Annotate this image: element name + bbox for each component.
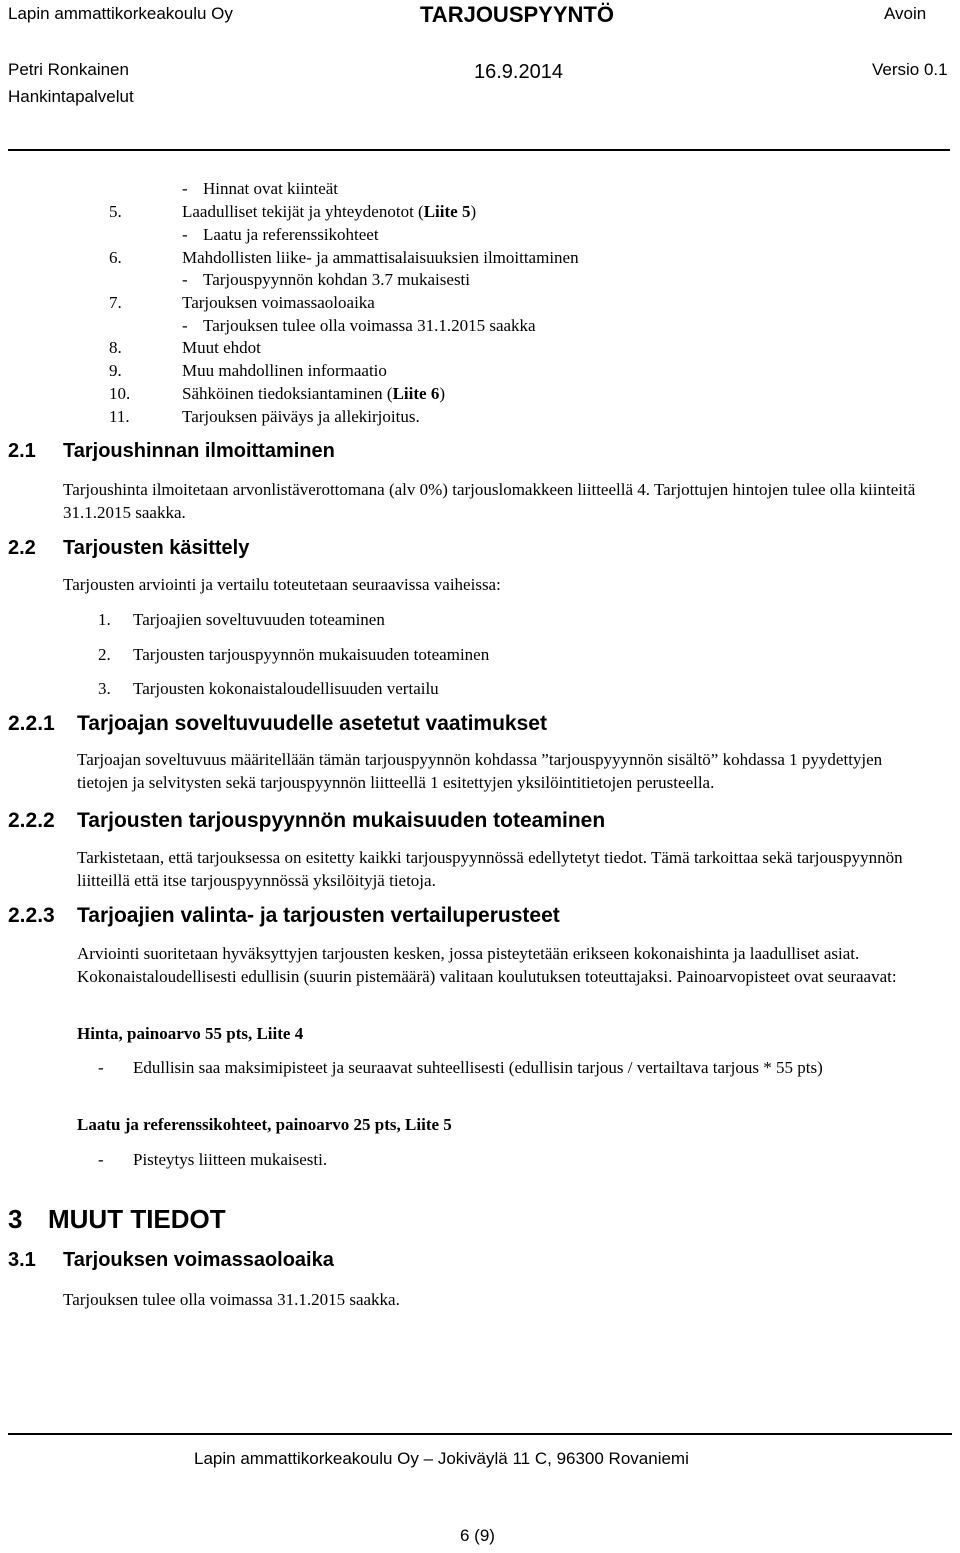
- section-body: Tarjoajan soveltuvuus määritellään tämän tarjouspyynnön kohdassa ”tarjouspyyynnön sisältö” kohdassa 1 pyydettyjen tietojen ja selvitysten sekä tarjouspyynnön liitteellä 1 esitettyjen yksilöintitietojen perusteella.: [77, 750, 883, 792]
- header-org: Lapin ammattikorkeakoulu Oy: [8, 4, 233, 23]
- list-dash: -: [182, 179, 188, 198]
- list-item: Tarjouksen voimassaoloaika: [182, 293, 375, 312]
- list-number: 6.: [109, 248, 122, 267]
- section-number: 2.2.2: [8, 809, 55, 832]
- list-item: Muu mahdollinen informaatio: [182, 361, 387, 380]
- section-number: 2.2.3: [8, 904, 55, 927]
- list-dash: -: [98, 1150, 104, 1169]
- section-body: Tarkistetaan, että tarjouksessa on esitetty kaikki tarjouspyynnössä edellytetyt tiedot. Tämä tarkoittaa sekä tarjouspyynnön liitteillä että itse tarjouspyynnössä yksilöityjä tietoja.: [77, 848, 903, 890]
- chapter-number: 3: [8, 1204, 23, 1234]
- criteria-item: Pisteytys liitteen mukaisesti.: [133, 1150, 328, 1169]
- list-dash: -: [182, 270, 188, 289]
- section-heading: Tarjoajien valinta- ja tarjousten vertailuperusteet: [77, 904, 560, 927]
- step-item: Tarjoajien soveltuvuuden toteaminen: [133, 610, 385, 629]
- section-number: 2.2: [8, 537, 36, 559]
- section-number: 2.2.1: [8, 712, 55, 735]
- section-heading: Tarjoajan soveltuvuudelle asetetut vaatimukset: [77, 712, 547, 735]
- list-number: 10.: [109, 384, 131, 403]
- chapter-heading: MUUT TIEDOT: [48, 1204, 226, 1234]
- list-number: 7.: [109, 293, 122, 312]
- list-number: 8.: [109, 338, 122, 357]
- footer-rule: [8, 1433, 952, 1435]
- document-title: TARJOUSPYYNTÖ: [420, 2, 614, 27]
- section-body: Arviointi suoritetaan hyväksyttyjen tarjousten kesken, jossa pisteytetään erikseen kokonaishinta ja laadulliset asiat. Kokonaistaloudellisesti edullisin (suurin pistemäärä) valitaan koulutuksen toteuttajaksi. Painoarvopisteet ovat seuraavat:: [77, 944, 897, 986]
- page-number: 6 (9): [460, 1526, 495, 1545]
- header-version: Versio 0.1: [872, 60, 948, 79]
- criteria-heading-quality: Laatu ja referenssikohteet, painoarvo 25 pts, Liite 5: [77, 1115, 452, 1134]
- list-item: Tarjouksen päiväys ja allekirjoitus.: [182, 407, 420, 426]
- list-item: Laatu ja referenssikohteet: [203, 225, 379, 244]
- header-rule: [8, 149, 950, 151]
- criteria-heading-price: Hinta, painoarvo 55 pts, Liite 4: [77, 1024, 304, 1043]
- section-heading: Tarjouksen voimassaoloaika: [63, 1249, 334, 1271]
- list-item: Sähköinen tiedoksiantaminen (Liite 6): [182, 384, 445, 403]
- list-dash: -: [98, 1058, 104, 1077]
- list-item: Tarjouspyynnön kohdan 3.7 mukaisesti: [203, 270, 471, 289]
- header-department: Hankintapalvelut: [8, 87, 134, 106]
- list-dash: -: [182, 225, 188, 244]
- list-number: 9.: [109, 361, 122, 380]
- footer-address: Lapin ammattikorkeakoulu Oy – Jokiväylä 11 C, 96300 Rovaniemi: [194, 1449, 689, 1468]
- status-label: Avoin: [884, 4, 927, 23]
- step-number: 3.: [98, 679, 111, 698]
- list-item: Muut ehdot: [182, 338, 261, 357]
- list-item: Mahdollisten liike- ja ammattisalaisuuksien ilmoittaminen: [182, 248, 579, 267]
- list-number: 11.: [109, 407, 130, 426]
- section-heading: Tarjoushinnan ilmoittaminen: [63, 440, 335, 462]
- step-number: 1.: [98, 610, 111, 629]
- criteria-item: Edullisin saa maksimipisteet ja seuraavat suhteellisesti (edullisin tarjous / vertailtava tarjous * 55 pts): [133, 1058, 823, 1077]
- list-item: Hinnat ovat kiinteät: [203, 179, 339, 198]
- section-intro: Tarjousten arviointi ja vertailu toteutetaan seuraavissa vaiheissa:: [63, 575, 501, 594]
- step-item: Tarjousten tarjouspyynnön mukaisuuden toteaminen: [133, 645, 490, 664]
- step-item: Tarjousten kokonaistaloudellisuuden vertailu: [133, 679, 439, 698]
- section-number: 2.1: [8, 440, 36, 462]
- list-number: 5.: [109, 202, 122, 221]
- section-heading: Tarjousten käsittely: [63, 537, 250, 559]
- header-author: Petri Ronkainen: [8, 60, 129, 79]
- list-dash: -: [182, 316, 188, 335]
- section-number: 3.1: [8, 1249, 36, 1271]
- header-date: 16.9.2014: [474, 61, 563, 83]
- list-item: Laadulliset tekijät ja yhteydenotot (Liite 5): [182, 202, 477, 221]
- list-item: Tarjouksen tulee olla voimassa 31.1.2015 saakka: [203, 316, 536, 335]
- section-body: Tarjoushinta ilmoitetaan arvonlistäverottomana (alv 0%) tarjouslomakkeen liitteellä 4. Tarjottujen hintojen tulee olla kiinteitä 31.1.2015 saakka.: [63, 480, 916, 522]
- section-body: Tarjouksen tulee olla voimassa 31.1.2015 saakka.: [63, 1290, 400, 1309]
- section-heading: Tarjousten tarjouspyynnön mukaisuuden toteaminen: [77, 809, 606, 832]
- step-number: 2.: [98, 645, 111, 664]
